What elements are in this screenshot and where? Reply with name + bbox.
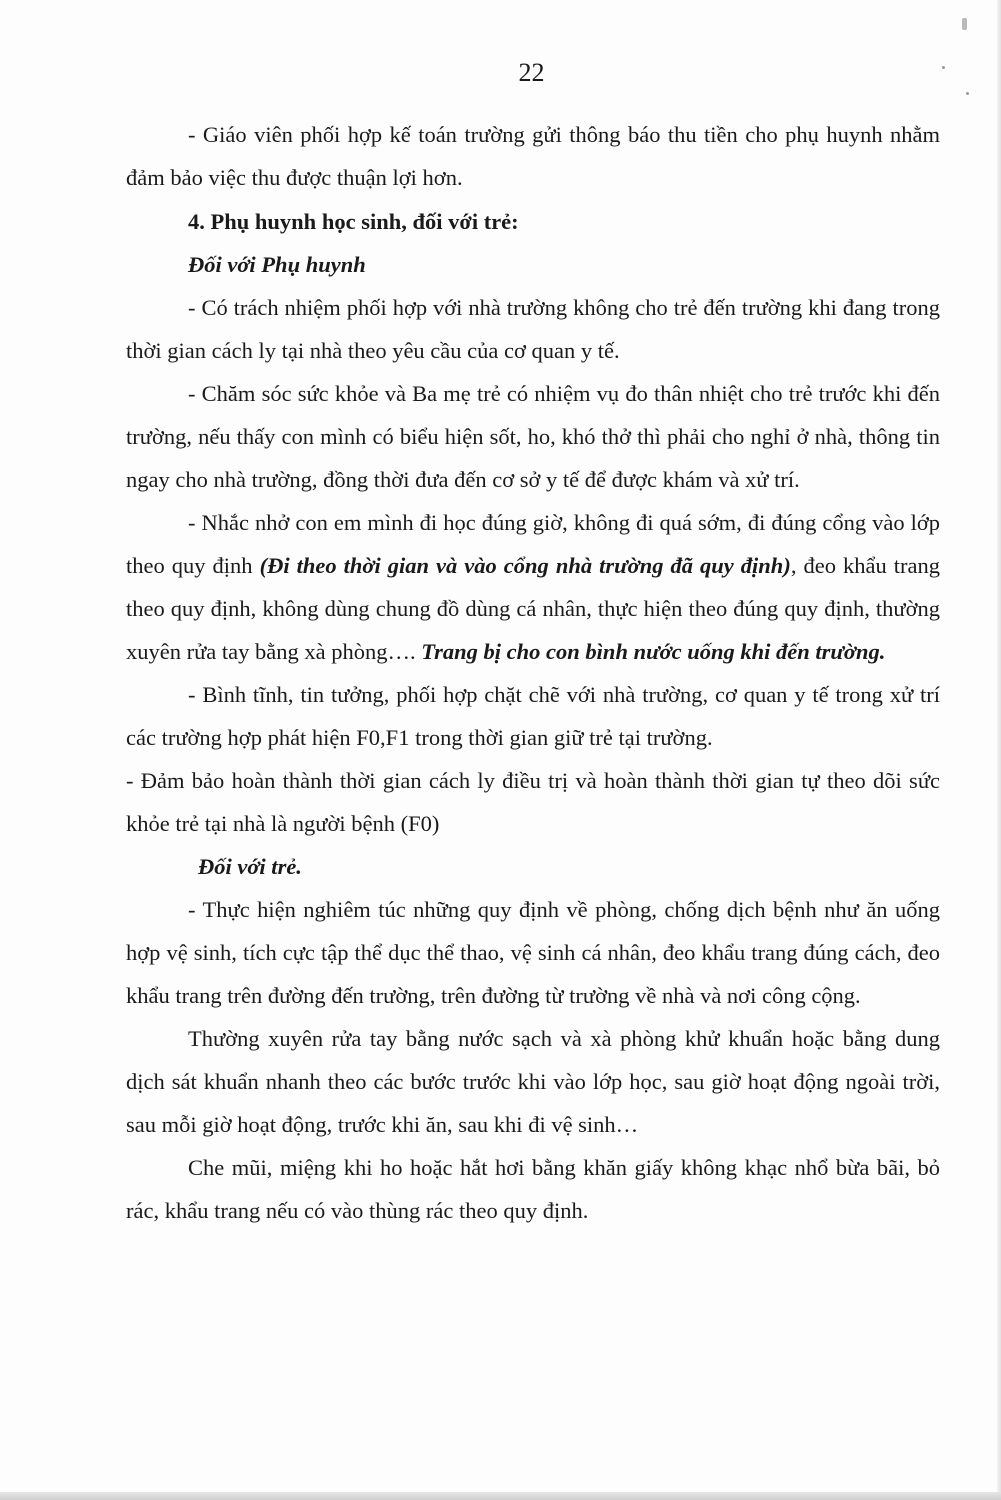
section-heading-parents-and-children: 4. Phụ huynh học sinh, đối với trẻ: [188, 209, 519, 234]
paragraph-parent-quarantine: - Có trách nhiệm phối hợp với nhà trường không cho trẻ đến trường khi đang trong thời gian cách ly tại nhà theo yêu cầu của cơ quan y tế. [126, 295, 940, 363]
paragraph-children-handwashing: Thường xuyên rửa tay bằng nước sạch và xà phòng khử khuẩn hoặc bằng dung dịch sát khuẩn nhanh theo các bước trước khi vào lớp học, sau giờ hoạt động ngoài trời, sau mỗi giờ hoạt động, trước khi ăn, sau khi đi vệ sinh… [126, 1026, 940, 1137]
paragraph-parent-quarantine-completion: - Đảm bảo hoàn thành thời gian cách ly điều trị và hoàn thành thời gian tự theo dõi sức khỏe trẻ tại nhà là người bệnh (F0) [126, 768, 940, 836]
scan-speck [962, 18, 967, 30]
subheading-for-children: Đối với trẻ. [198, 854, 302, 879]
paragraph-teacher-fee-notice: - Giáo viên phối hợp kế toán trường gửi thông báo thu tiền cho phụ huynh nhằm đảm bảo việc thu được thuận lợi hơn. [126, 122, 940, 190]
reminder-text-continued: , đeo khẩu trang theo quy định, không dùng chung đồ dùng cá nhân, thực hiện theo đúng quy định, thường xuyên rửa tay bằng xà phòng…. [126, 553, 940, 664]
paragraph-children-rules: - Thực hiện nghiêm túc những quy định về phòng, chống dịch bệnh như ăn uống hợp vệ sinh, tích cực tập thể dục thể thao, vệ sinh cá nhân, đeo khẩu trang đúng cách, đeo khẩu trang trên đường đến trường, trên đường từ trường về nhà và nơi công cộng. [126, 897, 940, 1008]
page-bottom-edge [0, 1492, 1001, 1500]
subheading-for-parents: Đối với Phụ huynh [188, 252, 366, 277]
paragraph-children-cough-etiquette: Che mũi, miệng khi ho hoặc hắt hơi bằng khăn giấy không khạc nhổ bừa bãi, bỏ rác, khẩu trang nếu có vào thùng rác theo quy định. [126, 1155, 940, 1223]
reminder-text: - Nhắc nhở con em mình đi học đúng giờ, không đi quá sớm, đi đúng cổng vào lớp theo quy định [126, 510, 940, 578]
reminder-emphasis-gate: (Đi theo thời gian và vào cổng nhà trường đã quy định) [259, 553, 791, 578]
paragraph-parent-health-check: - Chăm sóc sức khỏe và Ba mẹ trẻ có nhiệm vụ đo thân nhiệt cho trẻ trước khi đến trường, nếu thấy con mình có biểu hiện sốt, ho, khó thở thì phải cho nghỉ ở nhà, thông tin ngay cho nhà trường, đồng thời đưa đến cơ sở y tế để được khám và xử trí. [126, 381, 940, 492]
reminder-emphasis-water-bottle: Trang bị cho con bình nước uống khi đến trường. [421, 639, 886, 664]
page-number: 22 [518, 58, 545, 87]
page-body [126, 113, 940, 1232]
paragraph-parent-reminders [126, 501, 940, 673]
paragraph-parent-cooperation: - Bình tĩnh, tin tưởng, phối hợp chặt chẽ với nhà trường, cơ quan y tế trong xử trí các trường hợp phát hiện F0,F1 trong thời gian giữ trẻ tại trường. [126, 682, 940, 750]
page-right-edge [997, 0, 1001, 1500]
scan-speck [966, 92, 969, 95]
